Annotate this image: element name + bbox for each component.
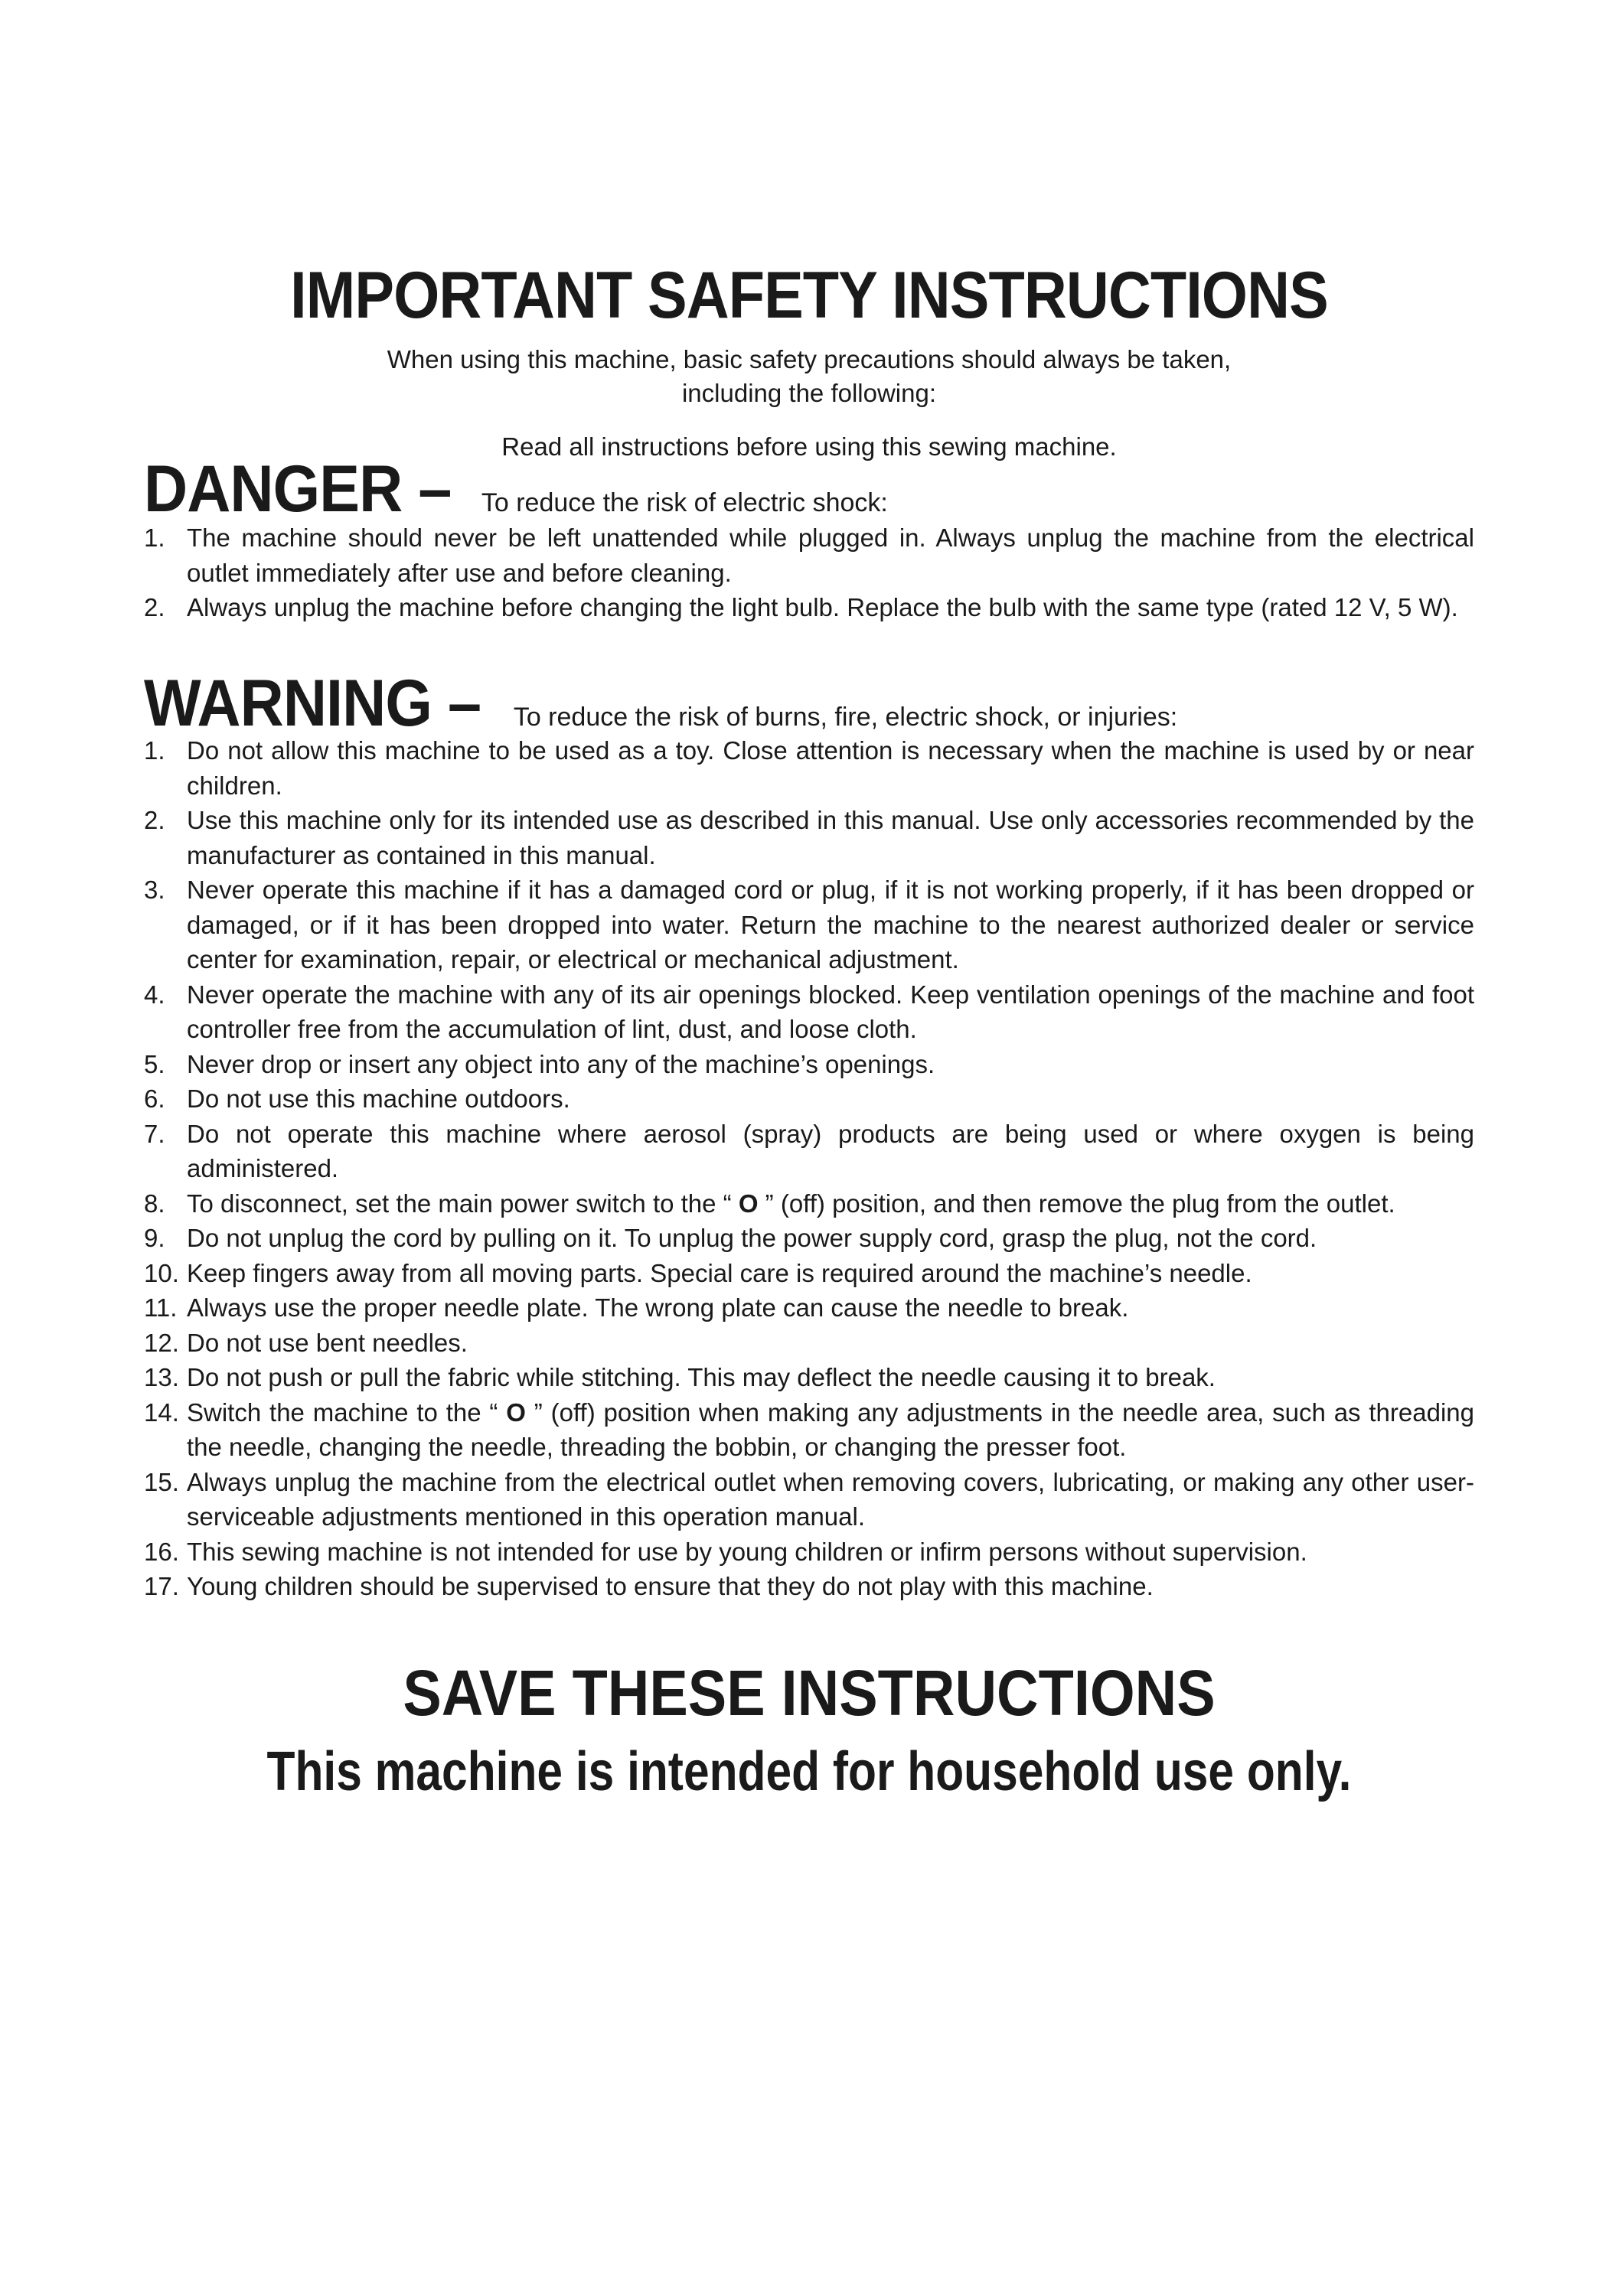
list-item xyxy=(144,1326,1474,1361)
item-number: 10. xyxy=(144,1258,179,1287)
danger-label: DANGER – xyxy=(144,452,452,526)
off-symbol: O xyxy=(506,1397,526,1427)
item-text: Keep fingers away from all moving parts. Special care is required around the machine’s needle. xyxy=(187,1258,1252,1287)
item-text: Always use the proper needle plate. The wrong plate can cause the needle to break. xyxy=(187,1293,1129,1322)
list-item xyxy=(144,1395,1474,1465)
item-text: Young children should be supervised to ensure that they do not play with this machine. xyxy=(187,1572,1154,1600)
item-number: 4. xyxy=(144,980,165,1009)
list-item xyxy=(144,1186,1474,1221)
item-text: Always unplug the machine before changing the light bulb. Replace the bulb with the same type (rated 12 V, 5 W). xyxy=(187,593,1458,621)
intro-line-2: including the following: xyxy=(681,379,937,407)
read-all-notice: Read all instructions before using this sewing machine. xyxy=(501,432,1117,461)
item-number: 5. xyxy=(144,1049,165,1078)
item-text-after: ” (off) position, and then remove the plug from the outlet. xyxy=(758,1189,1395,1218)
item-number: 6. xyxy=(144,1084,165,1113)
item-number: 17. xyxy=(144,1572,179,1600)
item-number: 2. xyxy=(144,806,165,834)
item-text: Do not operate this machine where aerosol (spray) products are being used or where oxygen is being administered. xyxy=(187,1119,1474,1182)
list-item xyxy=(144,872,1474,977)
item-number: 9. xyxy=(144,1224,165,1252)
item-text-before: Switch the machine to the “ xyxy=(187,1397,507,1427)
item-number: 1. xyxy=(144,736,165,765)
item-number: 7. xyxy=(144,1119,165,1148)
danger-subtitle: To reduce the risk of electric shock: xyxy=(481,488,888,517)
item-text: Never drop or insert any object into any of the machine’s openings. xyxy=(187,1049,935,1078)
item-text-before: To disconnect, set the main power switch to the “ xyxy=(187,1189,739,1218)
warning-subtitle: To reduce the risk of burns, fire, electric shock, or injuries: xyxy=(513,703,1178,732)
item-text: Never operate the machine with any of its air openings blocked. Keep ventilation openings of the machine and foot controller free from the accumulation of lint, dust, and loose cloth. xyxy=(187,980,1474,1043)
list-item xyxy=(144,1117,1474,1186)
warning-label: WARNING – xyxy=(144,667,481,740)
list-item xyxy=(144,1221,1474,1256)
item-number: 13. xyxy=(144,1363,179,1391)
list-item xyxy=(144,1360,1474,1395)
off-symbol: O xyxy=(738,1189,759,1218)
item-text: Do not unplug the cord by pulling on it. To unplug the power supply cord, grasp the plug, not the cord. xyxy=(187,1224,1317,1252)
item-number: 16. xyxy=(144,1537,179,1566)
intro-line-1: When using this machine, basic safety precautions should always be taken, xyxy=(387,345,1232,373)
list-item xyxy=(144,977,1474,1047)
item-text-after: ” (off) position when making any adjustments in the needle area, such as threading the needle, changing the needle, threading the bobbin, or changing the presser foot. xyxy=(187,1397,1475,1461)
danger-list xyxy=(144,520,1474,625)
list-item xyxy=(144,1047,1474,1082)
list-item xyxy=(144,590,1474,625)
list-item xyxy=(144,733,1474,803)
save-instructions-heading: SAVE THESE INSTRUCTIONS xyxy=(403,1657,1216,1729)
item-text: Do not push or pull the fabric while stitching. This may deflect the needle causing it to break. xyxy=(187,1363,1216,1391)
item-text: Always unplug the machine from the electrical outlet when removing covers, lubricating, or making any other user-serviceable adjustments mentioned in this operation manual. xyxy=(187,1467,1474,1531)
item-number: 15. xyxy=(144,1467,179,1496)
list-item xyxy=(144,1465,1474,1534)
list-item xyxy=(144,1534,1474,1570)
list-item xyxy=(144,1081,1474,1117)
page-title: IMPORTANT SAFETY INSTRUCTIONS xyxy=(290,259,1328,332)
list-item xyxy=(144,520,1474,590)
household-use-notice: This machine is intended for household use only. xyxy=(266,1741,1352,1802)
item-text: Do not use this machine outdoors. xyxy=(187,1084,570,1113)
item-number: 2. xyxy=(144,593,165,621)
intro-text xyxy=(144,343,1474,410)
item-number: 8. xyxy=(144,1189,165,1218)
list-item xyxy=(144,1256,1474,1291)
item-text: Never operate this machine if it has a damaged cord or plug, if it is not working properly, if it has been dropped or damaged, or if it has been dropped into water. Return the machine to the nearest authorized dealer or service center for examination, repair, or electrical or mechanical adjustment. xyxy=(187,876,1474,974)
warning-list xyxy=(144,733,1474,1604)
item-number: 3. xyxy=(144,876,165,904)
danger-heading xyxy=(144,452,888,527)
list-item xyxy=(144,1569,1474,1604)
item-number: 12. xyxy=(144,1328,179,1357)
item-number: 11. xyxy=(144,1293,178,1322)
item-text: Use this machine only for its intended use as described in this manual. Use only accessories recommended by the manufacturer as contained in this manual. xyxy=(187,806,1474,869)
warning-heading xyxy=(144,666,1177,742)
item-number: 14. xyxy=(144,1397,179,1427)
list-item xyxy=(144,803,1474,872)
item-text: The machine should never be left unattended while plugged in. Always unplug the machine from the electrical outlet immediately after use and before cleaning. xyxy=(187,523,1474,587)
list-item xyxy=(144,1290,1474,1326)
item-text: This sewing machine is not intended for use by young children or infirm persons without supervision. xyxy=(187,1537,1307,1566)
item-number: 1. xyxy=(144,523,165,552)
item-text: Do not allow this machine to be used as a toy. Close attention is necessary when the machine is used by or near children. xyxy=(187,736,1474,800)
item-text: Do not use bent needles. xyxy=(187,1328,468,1357)
